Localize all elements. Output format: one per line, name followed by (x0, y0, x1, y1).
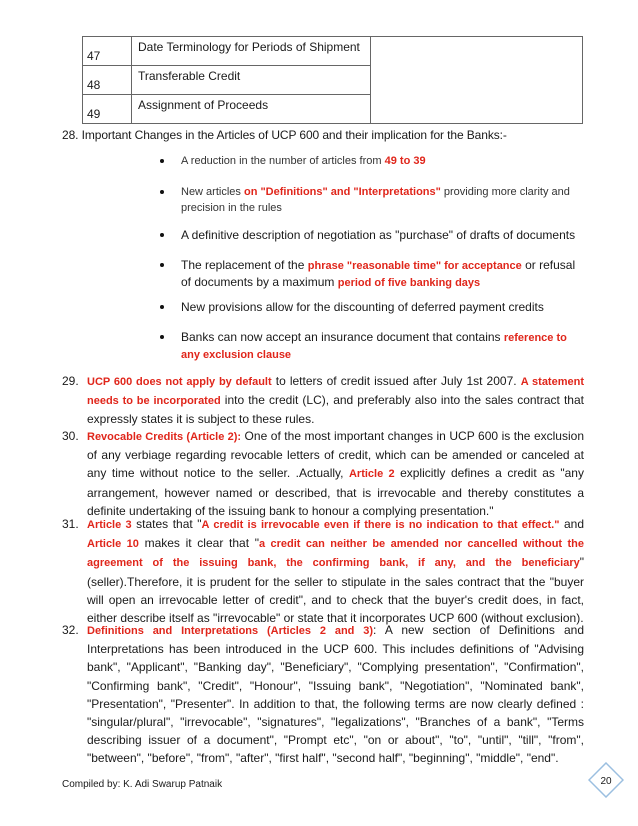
bullet-icon (160, 233, 164, 237)
bullet-item: New articles on "Definitions" and "Interpretations" providing more clarity and precision in the rules (160, 184, 580, 216)
page-number: 20 (600, 776, 612, 787)
footer-credit: Compiled by: K. Adi Swarup Patnaik (62, 779, 223, 790)
bullet-item: New provisions allow for the discounting of deferred payment credits (160, 299, 580, 315)
bullet-icon (160, 305, 164, 309)
article-title: Date Terminology for Periods of Shipment (132, 37, 371, 66)
article-number: 49 (83, 95, 132, 124)
article-title: Transferable Credit (132, 66, 371, 95)
bullet-item: A definitive description of negotiation as "purchase" of drafts of documents (160, 227, 580, 243)
paragraph-31: 31. Article 3 states that "A credit is irrevocable even if there is no indication to that effect." and Article 10 makes it clear that "a credit can neither be amended nor cancelled without the agreement of the issuing bank, the confirming bank, if any, and the beneficiary" (seller).Therefore, it is prudent for the seller to stipulate in the sales contract that the "buyer will open an irrevocable letter of credit", and to check that the buyer's credit does, in fact, either describe itself as "irrevocable" or state that it incorporates UCP 600 (without exclusion). (62, 517, 584, 626)
bullet-item: A reduction in the number of articles from 49 to 39 (160, 153, 580, 169)
bullet-icon (160, 335, 164, 339)
article-number: 48 (83, 66, 132, 95)
bullet-icon (160, 263, 164, 267)
table-row (83, 37, 583, 66)
article-number: 47 (83, 37, 132, 66)
table-blank-cell (371, 37, 583, 124)
page-number-badge (588, 762, 624, 798)
paragraph-30: 30. Revocable Credits (Article 2): One of the most important changes in UCP 600 is the exclusion of any verbiage regarding revocable letters of credit, which can be amended or canceled at any time without notice to the seller. .Actually, Article 2 explicitly defines a credit as "any arrangement, however named or described, that is irrevocable and thereby constitutes a definite undertaking of the issuing bank to honour a complying presentation." (62, 429, 584, 518)
section-28-heading: 28. Important Changes in the Articles of UCP 600 and their implication for the Banks:- (62, 128, 507, 142)
articles-table (82, 36, 583, 124)
article-title: Assignment of Proceeds (132, 95, 371, 124)
paragraph-29: 29. UCP 600 does not apply by default to letters of credit issued after July 1st 2007. A statement needs to be incorporated into the credit (LC), and preferably also into the sales contract that expressly states it is subject to these rules. (62, 374, 584, 427)
bullet-icon (160, 159, 164, 163)
bullet-item: Banks can now accept an insurance document that contains reference to any exclusion clause (160, 329, 580, 363)
paragraph-32: 32. Definitions and Interpretations (Articles 2 and 3): A new section of Definitions and Interpretations has been introduced in the UCP 600. This includes definitions of "Advising bank", "Applicant", "Banking day", "Beneficiary", "Complying presentation", "Confirmation", "Confirming bank", "Credit", "Honour", "Issuing bank", "Negotiation", "Nominated bank", "Presentation", "Presenter". In addition to that, the following terms are now clearly defined : "singular/plural", "irrevocable", "signatures", "legalizations", "Branches of a bank", "Terms describing issuer of a document", "Prompt etc", "on or about", "to", "until", "till", "from", "between", "before", "from", "after", "first half", "second half", "beginning", "middle", "end". (62, 623, 584, 766)
bullet-icon (160, 190, 164, 194)
bullet-item: The replacement of the phrase "reasonable time" for acceptance or refusal of documents by a maximum period of five banking days (160, 257, 580, 291)
